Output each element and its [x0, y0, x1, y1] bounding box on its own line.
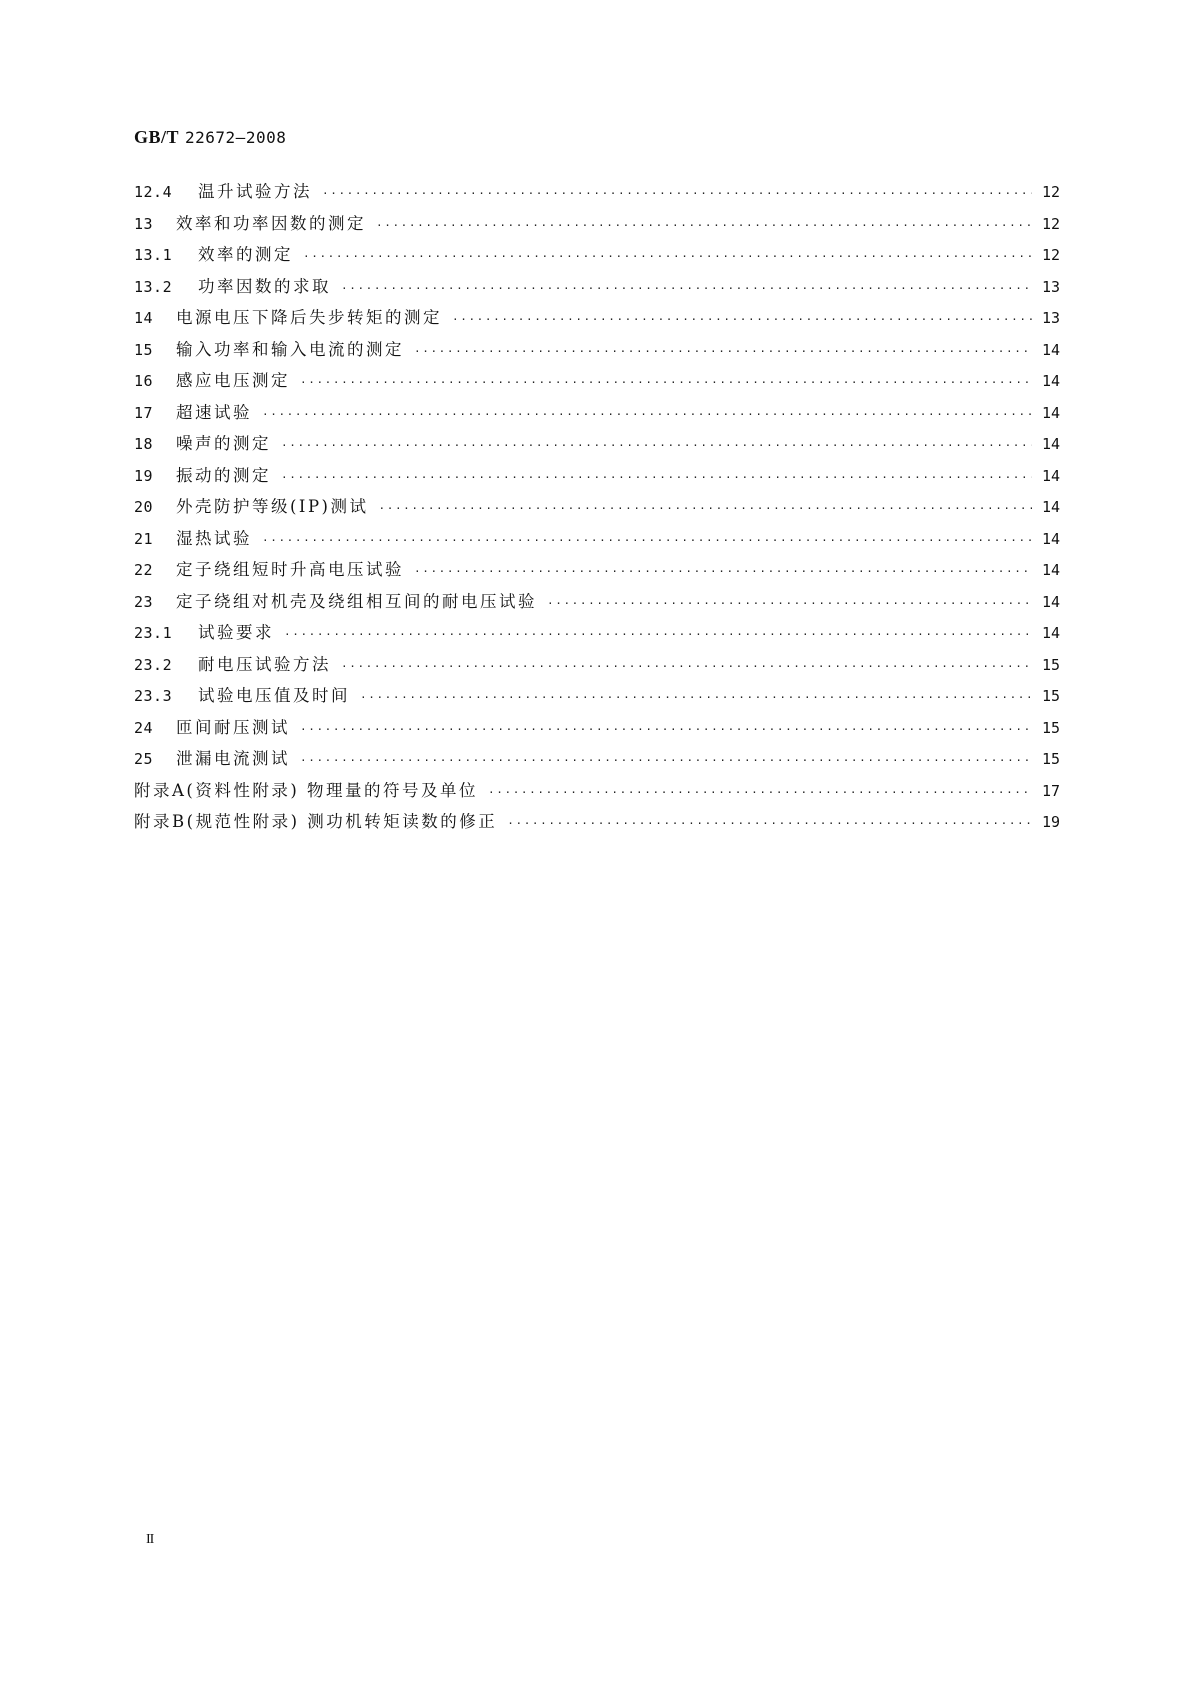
toc-leader-dots: [281, 439, 1032, 452]
toc-leader-dots: [414, 565, 1032, 578]
toc-entry-page: 15: [1041, 655, 1060, 674]
toc-entry-number: 17: [134, 403, 154, 422]
toc-leader-dots: [262, 408, 1032, 421]
toc-entry-number: 19: [134, 466, 154, 485]
toc-entry-page: 14: [1041, 340, 1060, 359]
toc-entry-page: 14: [1041, 592, 1060, 611]
toc-entry-title: 超速试验: [176, 402, 252, 422]
toc-entry[interactable]: [134, 178, 1060, 210]
toc-leader-dots: [300, 723, 1032, 736]
toc-leader-dots: [452, 313, 1032, 326]
toc-entry-title: 定子绕组短时升高电压试验: [176, 560, 404, 579]
toc-entry-page: 13: [1041, 277, 1060, 296]
toc-entry-number: 22: [134, 561, 154, 579]
toc-entry-number: 20: [134, 498, 154, 516]
toc-leader-dots: [507, 817, 1032, 830]
toc-entry-title: 输入功率和输入电流的测定: [176, 339, 404, 359]
toc-entry-title: 定子绕组对机壳及绕组相互间的耐电压试验: [176, 591, 537, 611]
toc-entry[interactable]: [134, 714, 1060, 746]
toc-entry[interactable]: [134, 304, 1060, 336]
toc-entry[interactable]: [134, 241, 1060, 273]
toc-leader-dots: [360, 691, 1032, 704]
toc-entry-number: 13.2: [134, 277, 173, 296]
toc-entry-title: 感应电压测定: [176, 371, 290, 390]
toc-entry[interactable]: [134, 399, 1060, 431]
toc-entry-title: 功率因数的求取: [198, 276, 331, 296]
toc-entry[interactable]: [134, 745, 1060, 777]
toc-entry-title: 匝间耐压测试: [176, 717, 290, 737]
toc-entry-title: 试验电压值及时间: [198, 686, 350, 705]
toc-entry-page: 14: [1041, 466, 1060, 485]
document-code-number: 22672—2008: [185, 128, 287, 147]
toc-leader-dots: [414, 345, 1032, 358]
toc-entry-title: 泄漏电流测试: [176, 749, 290, 768]
toc-entry-number: 13.1: [134, 246, 173, 264]
toc-entry-page: 15: [1041, 687, 1060, 705]
toc-leader-dots: [341, 660, 1032, 673]
toc-entry-title: 外壳防护等级(IP)测试: [176, 497, 369, 516]
toc-entry[interactable]: [134, 210, 1060, 242]
toc-entry[interactable]: [134, 430, 1060, 462]
toc-entry-number: 23.1: [134, 624, 173, 642]
toc-entry[interactable]: [134, 682, 1060, 714]
toc-entry-title: 耐电压试验方法: [198, 654, 331, 674]
toc-entry-number: 15: [134, 340, 154, 359]
toc-entry-page: 13: [1041, 309, 1060, 327]
toc-entry-page: 15: [1041, 718, 1060, 737]
toc-entry-page: 12: [1041, 214, 1060, 233]
toc-entry-number: 23.2: [134, 655, 173, 674]
toc-entry-title: 温升试验方法: [198, 182, 312, 201]
toc-entry-page: 14: [1041, 498, 1060, 516]
footer-page-number: II: [146, 1532, 154, 1547]
toc-entry-page: 14: [1041, 372, 1060, 390]
toc-entry[interactable]: [134, 336, 1060, 368]
toc-entry-number: 23.3: [134, 687, 173, 705]
toc-entry[interactable]: [134, 462, 1060, 494]
toc-leader-dots: [322, 187, 1032, 200]
toc-entry-title: 效率和功率因数的测定: [176, 213, 366, 233]
toc-entry-number: 18: [134, 435, 154, 453]
toc-entry-number: 14: [134, 309, 154, 327]
toc-leader-dots: [300, 376, 1032, 389]
toc-entry-number: 25: [134, 750, 154, 768]
toc-entry-page: 19: [1041, 813, 1060, 831]
toc-entry-page: 17: [1041, 781, 1060, 800]
toc-entry-number: 21: [134, 529, 154, 548]
toc-leader-dots: [547, 597, 1032, 610]
toc-leader-dots: [281, 471, 1032, 484]
toc-entry-number: 16: [134, 372, 154, 390]
toc-entry[interactable]: [134, 273, 1060, 305]
document-code-prefix: GB/T: [134, 127, 180, 147]
toc-entry-number: 13: [134, 214, 154, 233]
toc-entry-number: 23: [134, 592, 154, 611]
toc-leader-dots: [300, 754, 1032, 767]
toc-leader-dots: [303, 250, 1032, 263]
toc-leader-dots: [262, 534, 1032, 547]
toc-entry[interactable]: [134, 588, 1060, 620]
table-of-contents: [134, 178, 1060, 840]
toc-leader-dots: [376, 219, 1032, 232]
toc-entry-page: 12: [1041, 246, 1060, 264]
toc-entry[interactable]: [134, 651, 1060, 683]
toc-entry[interactable]: [134, 525, 1060, 557]
toc-entry-page: 14: [1041, 624, 1060, 642]
toc-entry-title: 噪声的测定: [176, 434, 271, 453]
toc-entry-title: 附录A(资料性附录) 物理量的符号及单位: [134, 780, 479, 800]
toc-entry-page: 12: [1041, 183, 1060, 201]
toc-entry-page: 14: [1041, 529, 1060, 548]
toc-entry-title: 振动的测定: [176, 465, 271, 485]
toc-entry-title: 试验要求: [198, 623, 274, 642]
toc-entry[interactable]: [134, 619, 1060, 651]
toc-entry-page: 14: [1041, 403, 1060, 422]
toc-entry[interactable]: [134, 493, 1060, 525]
toc-entry-page: 15: [1041, 750, 1060, 768]
toc-entry-page: 14: [1041, 561, 1060, 579]
toc-entry-number: 24: [134, 718, 154, 737]
toc-entry-title: 湿热试验: [176, 528, 252, 548]
toc-entry-title: 效率的测定: [198, 245, 293, 264]
toc-entry[interactable]: [134, 367, 1060, 399]
toc-entry-number: 12.4: [134, 183, 173, 201]
toc-entry-page: 14: [1041, 435, 1060, 453]
document-code: [134, 127, 286, 148]
toc-entry[interactable]: [134, 556, 1060, 588]
toc-leader-dots: [341, 282, 1032, 295]
toc-leader-dots: [488, 786, 1032, 799]
toc-entry-appendix[interactable]: [134, 808, 1060, 840]
toc-entry-title: 电源电压下降后失步转矩的测定: [176, 308, 442, 327]
toc-leader-dots: [284, 628, 1032, 641]
toc-entry-title: 附录B(规范性附录) 测功机转矩读数的修正: [134, 812, 498, 831]
toc-entry-appendix[interactable]: [134, 777, 1060, 809]
toc-leader-dots: [379, 502, 1033, 515]
